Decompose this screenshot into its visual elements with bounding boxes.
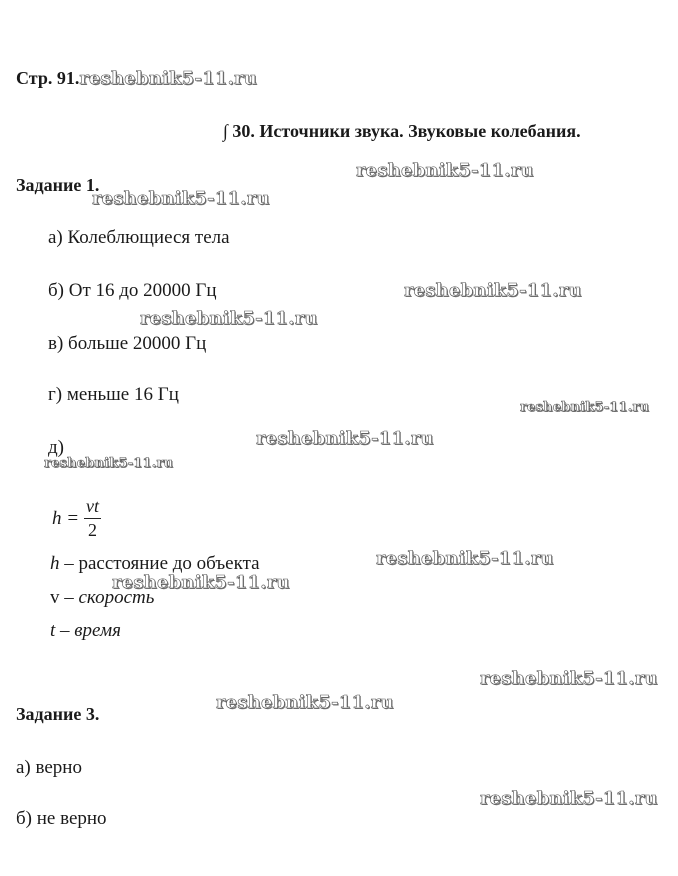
watermark: reshebnik5-11.ru [376,548,554,569]
task1-heading: Задание 1. [16,175,100,195]
formula-numerator: vt [86,496,99,516]
task1-item-a: а) Колеблющиеся тела [48,227,230,248]
definition-symbol: t [50,620,56,641]
formula-lhs: h = [52,508,80,529]
task3-item-b: б) не верно [16,808,107,829]
task1-item-b: б) От 16 до 20000 Гц [48,280,217,301]
definition-text: – скорость [59,587,155,608]
section-title: ∫ 30. Источники звука. Звуковые колебания. [223,121,581,141]
definition-t [50,620,121,642]
watermark: reshebnik5-11.ru [480,668,658,689]
watermark: reshebnik5-11.ru [256,428,434,449]
fraction-bar [84,518,101,519]
definition-symbol: v [50,587,60,608]
task3-heading: Задание 3. [16,704,100,724]
definition-symbol: h [50,553,60,574]
task1-item-d: г) меньше 16 Гц [48,384,179,405]
definition-text: – время [55,620,121,641]
formula-fraction [84,496,101,541]
watermark: reshebnik5-11.ru [112,572,290,593]
task1-item-c: в) больше 20000 Гц [48,333,207,354]
watermark: reshebnik5-11.ru [404,280,582,301]
watermark: reshebnik5-11.ru [44,456,174,471]
task3-item-a: а) верно [16,757,82,778]
task1-item-e: д) [48,437,64,458]
page-number: Стр. 91. [16,68,80,88]
watermark: reshebnik5-11.ru [140,308,318,329]
watermark: reshebnik5-11.ru [79,68,258,89]
page-reference [16,68,257,89]
watermark: reshebnik5-11.ru [480,788,658,809]
watermark: reshebnik5-11.ru [216,692,394,713]
watermark: reshebnik5-11.ru [92,188,270,209]
watermark: reshebnik5-11.ru [356,160,534,181]
definition-text: – расстояние до объекта [59,553,260,574]
formula-denominator: 2 [88,520,97,540]
watermark: reshebnik5-11.ru [520,400,650,415]
